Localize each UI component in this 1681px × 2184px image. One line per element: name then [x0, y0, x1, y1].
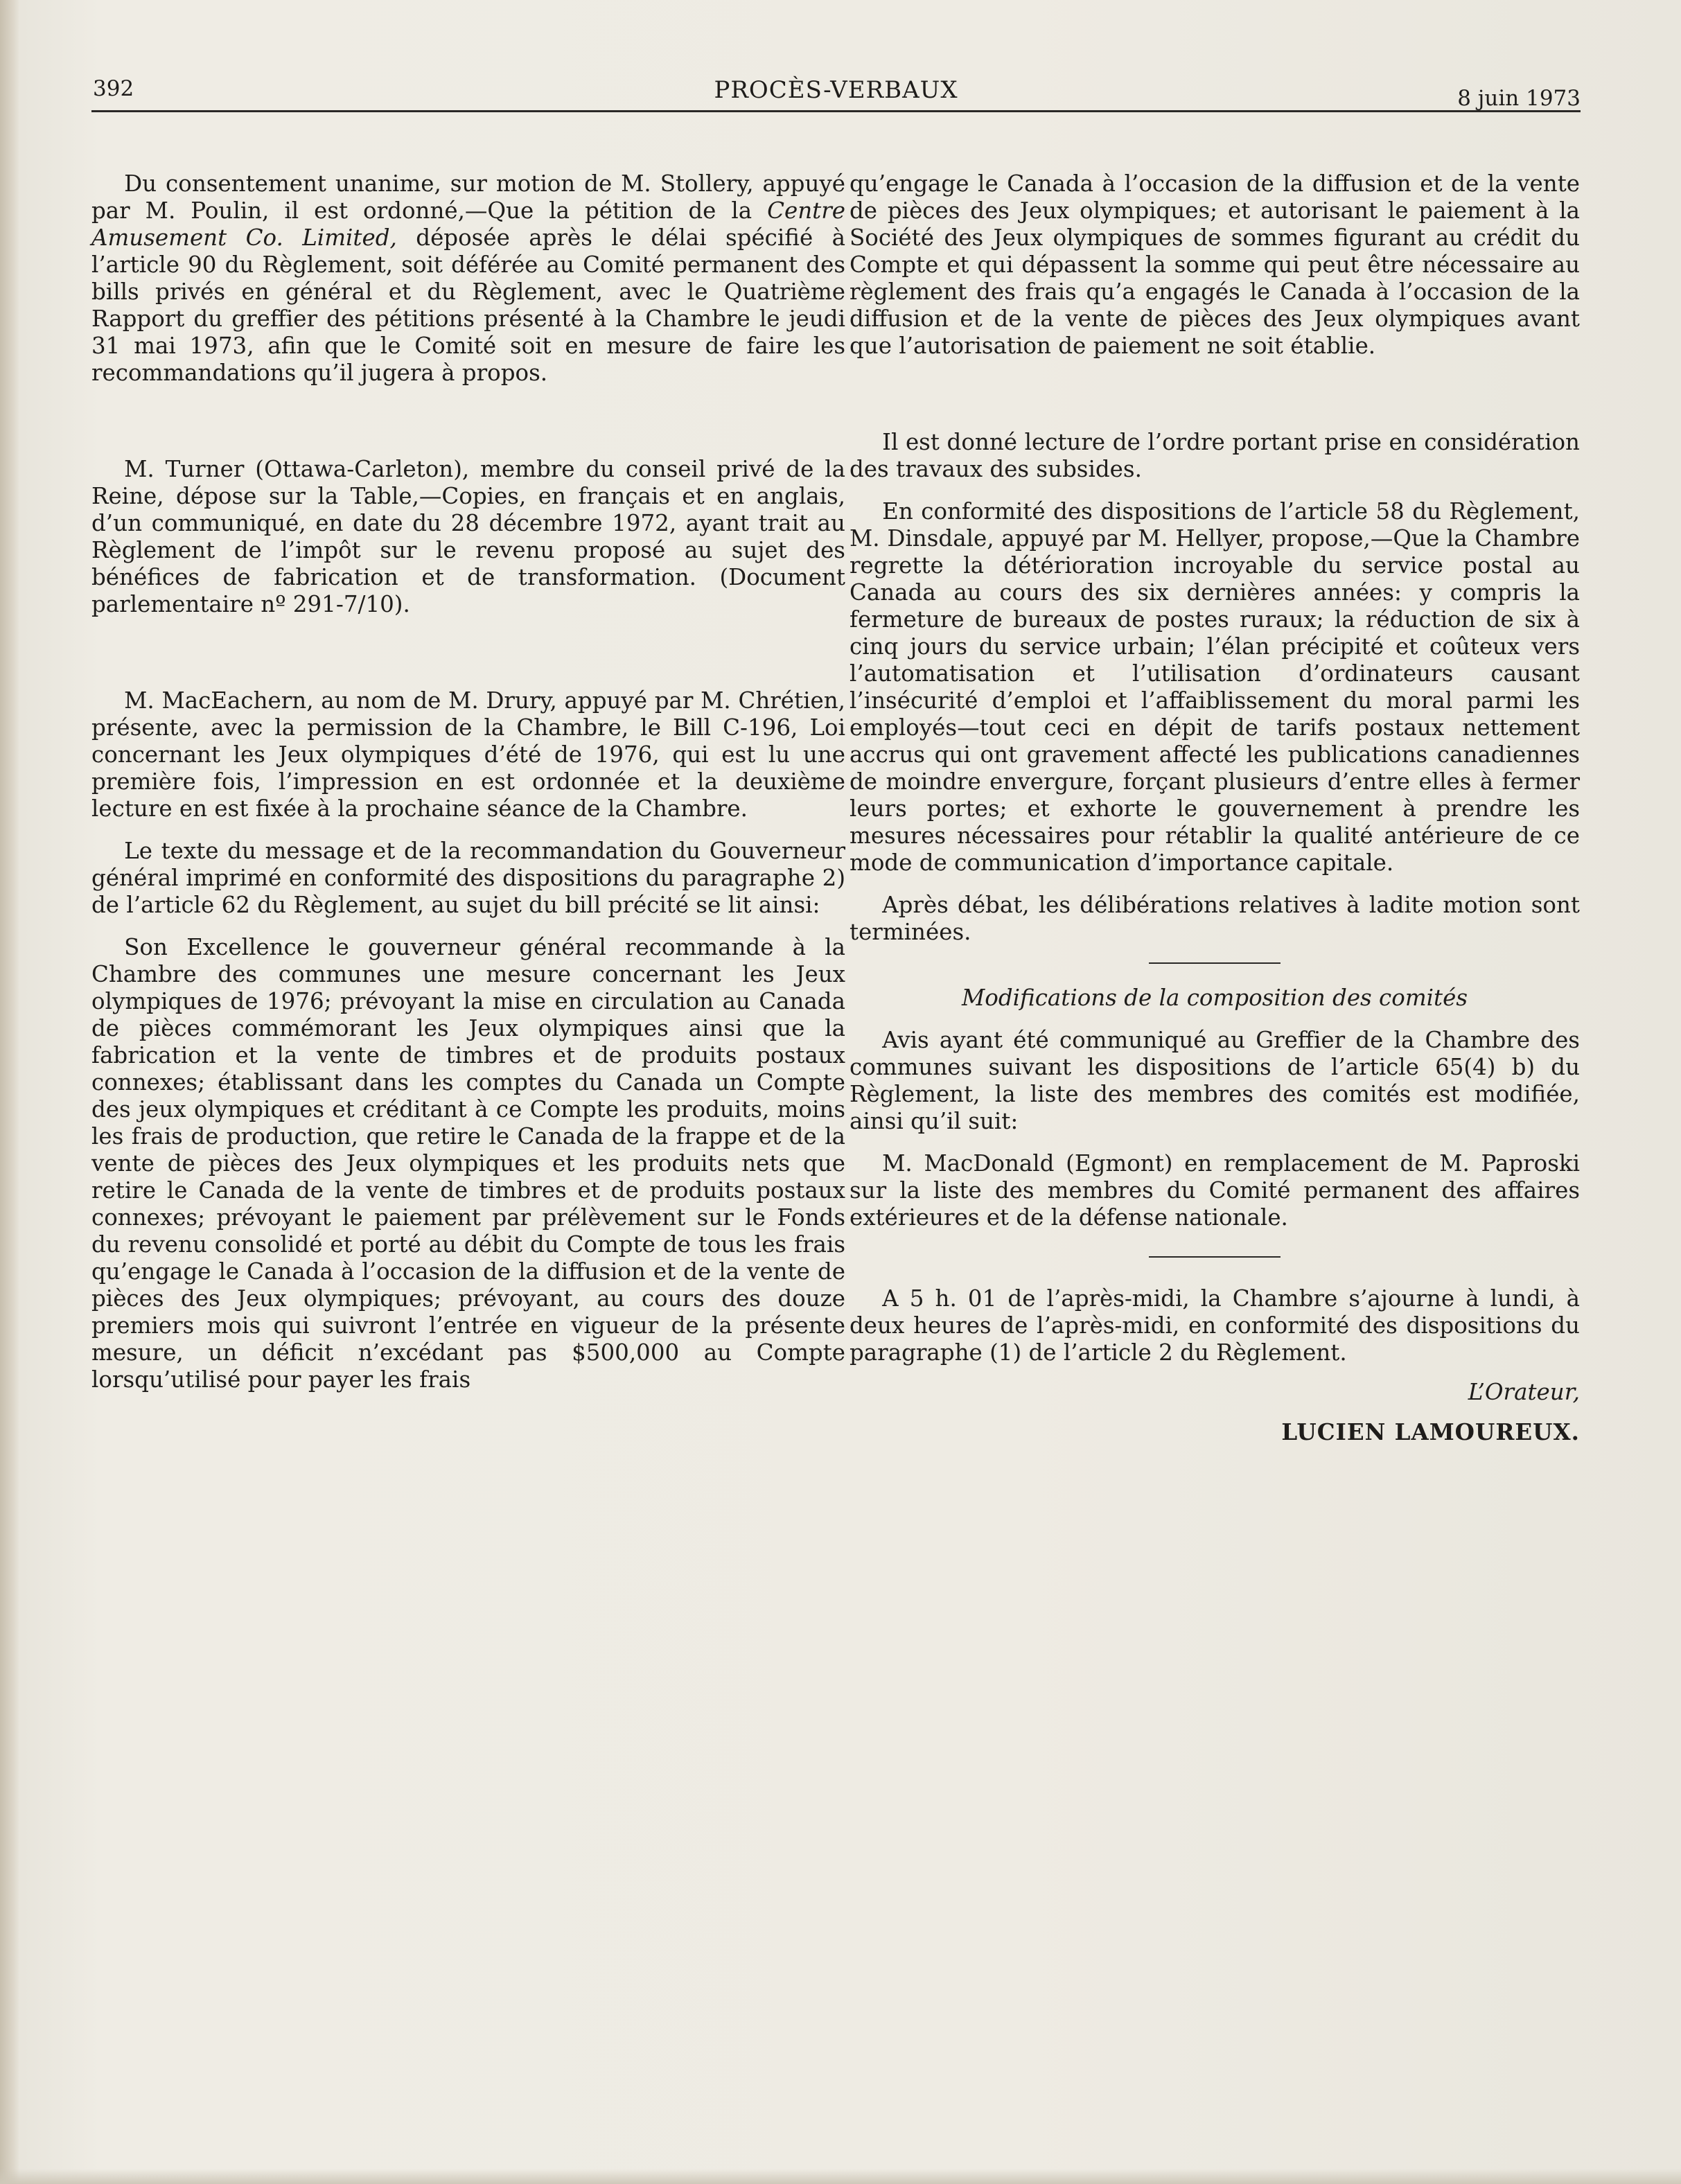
header-rule	[91, 110, 1581, 112]
speaker-title-text: L’Orateur,	[1468, 1379, 1580, 1405]
paragraph-bill-c196: M. MacEachern, au nom de M. Drury, appuyé par M. Chrétien, présente, avec la permission de la Chambre, le Bill C-196, Loi concernant les Jeux olympiques d’été de 1976, qui est lu une première fois, l’impression en est ordonnée et la deuxième lecture en est fixée à la prochaine séance de la Chambre.	[91, 687, 845, 822]
paragraph-recommendation-cont: qu’engage le Canada à l’occasion de la diffusion et de la vente de pièces des Jeux olympiques; et autorisant le paiement à la Société des Jeux olympiques de sommes figurant au crédit du Compte et qui dépassent la somme qui peut être nécessaire au règlement des frais qu’a engagés le Canada à l’occasion de la diffusion et de la vente de pièces des Jeux olympiques avant que l’autorisation de paiement ne soit établie.	[850, 170, 1580, 359]
speaker-signature: LUCIEN LAMOUREUX.	[1281, 1418, 1580, 1445]
page-number: 392	[93, 76, 134, 101]
right-column	[850, 170, 1580, 1445]
paragraph-turner: M. Turner (Ottawa-Carleton), membre du conseil privé de la Reine, dépose sur la Table,—Copies, en français et en anglais, d’un communiqué, en date du 28 décembre 1972, ayant trait au Règlement de l’impôt sur le revenu proposé au sujet des bénéfices de fabrication et de transformation. (Document parlementaire nº 291-7/10).	[91, 456, 845, 617]
paragraph-debate-end: Après débat, les délibérations relatives à ladite motion sont terminées.	[850, 892, 1580, 945]
running-title: PROCÈS-VERBAUX	[714, 76, 958, 104]
paragraph-message-intro: Le texte du message et de la recommandation du Gouverneur général imprimé en conformité des dispositions du paragraphe 2) de l’article 62 du Règlement, au sujet du bill précité se lit ainsi:	[91, 838, 845, 918]
section-heading	[850, 985, 1580, 1012]
petition-text-start: Du consentement unanime, sur motion de M. Stollery, appuyé par M. Poulin, il est ordonné,—Que la pétition de la	[91, 170, 845, 224]
company-name: Centre Amusement Co. Limited,	[91, 197, 845, 251]
paragraph-macdonald: M. MacDonald (Egmont) en remplacement de M. Paproski sur la liste des membres du Comité permanent des affaires extérieures et de la défense nationale.	[850, 1150, 1580, 1231]
page-header	[91, 73, 1581, 112]
petition-text-end: déposée après le délai spécifié à l’article 90 du Règlement, soit déférée au Comité permanent des bills privés en général et du Règlement, avec le Quatrième Rapport du greffier des pétitions présenté à la Chambre le jeudi 31 mai 1973, afin que le Comité soit en mesure de faire les recommandations qu’il jugera à propos.	[91, 224, 845, 386]
paragraph-dinsdale-motion: En conformité des dispositions de l’article 58 du Règlement, M. Dinsdale, appuyé par M. Hellyer, propose,—Que la Chambre regrette la détérioration incroyable du service postal au Canada au cours des six dernières années: y compris la fermeture de bureaux de postes ruraux; la réduction de six à cinq jours du service urbain; l’élan précipité et coûteux vers l’automatisation et l’utilisation d’ordinateurs causant l’insécurité d’emploi et l’affaiblissement du moral parmi les employés—tout ceci en dépit de tarifs postaux nettement accrus qui ont gravement affecté les publications canadiennes de moindre envergure, forçant plusieurs d’entre elles à fermer leurs portes; et exhorte le gouvernement à prendre les mesures nécessaires pour rétablir la qualité antérieure de ce mode de communication d’importance capitale.	[850, 498, 1580, 876]
speaker-title	[850, 1379, 1580, 1406]
left-column	[91, 170, 845, 1393]
page-date: 8 juin 1973	[1457, 86, 1581, 111]
paragraph-supply-order: Il est donné lecture de l’ordre portant prise en considération des travaux des subsides.	[850, 429, 1580, 482]
paragraph-committee-notice: Avis ayant été communiqué au Greffier de la Chambre des communes suivant les dispositions de l’article 65(4) b) du Règlement, la liste des membres des comités est modifiée, ainsi qu’il suit:	[850, 1027, 1580, 1134]
page-bottom-edge	[0, 2169, 1681, 2184]
page-binding-shadow	[0, 0, 19, 2184]
section-heading-text: Modifications de la composition des comités	[961, 985, 1468, 1011]
paragraph-adjournment: A 5 h. 01 de l’après-midi, la Chambre s’ajourne à lundi, à deux heures de l’après-midi, en conformité des dispositions du paragraphe (1) de l’article 2 du Règlement.	[850, 1285, 1580, 1366]
paragraph-recommendation: Son Excellence le gouverneur général recommande à la Chambre des communes une mesure concernant les Jeux olympiques de 1976; prévoyant la mise en circulation au Canada de pièces commémorant les Jeux olympiques ainsi que la fabrication et la vente de timbres et de produits postaux connexes; établissant dans les comptes du Canada un Compte des jeux olympiques et créditant à ce Compte les produits, moins les frais de production, que retire le Canada de la frappe et de la vente de pièces des Jeux olympiques et les produits nets que retire le Canada de la vente de timbres et de produits postaux connexes; prévoyant le paiement par prélèvement sur le Fonds du revenu consolidé et porté au débit du Compte de tous les frais qu’engage le Canada à l’occasion de la diffusion et de la vente de pièces des Jeux olympiques; prévoyant, au cours des douze premiers mois qui suivront l’entrée en vigueur de la présente mesure, un déficit n’excédant pas $500,000 au Compte lorsqu’utilisé pour payer les frais	[91, 934, 845, 1393]
paragraph-petition	[91, 170, 845, 387]
